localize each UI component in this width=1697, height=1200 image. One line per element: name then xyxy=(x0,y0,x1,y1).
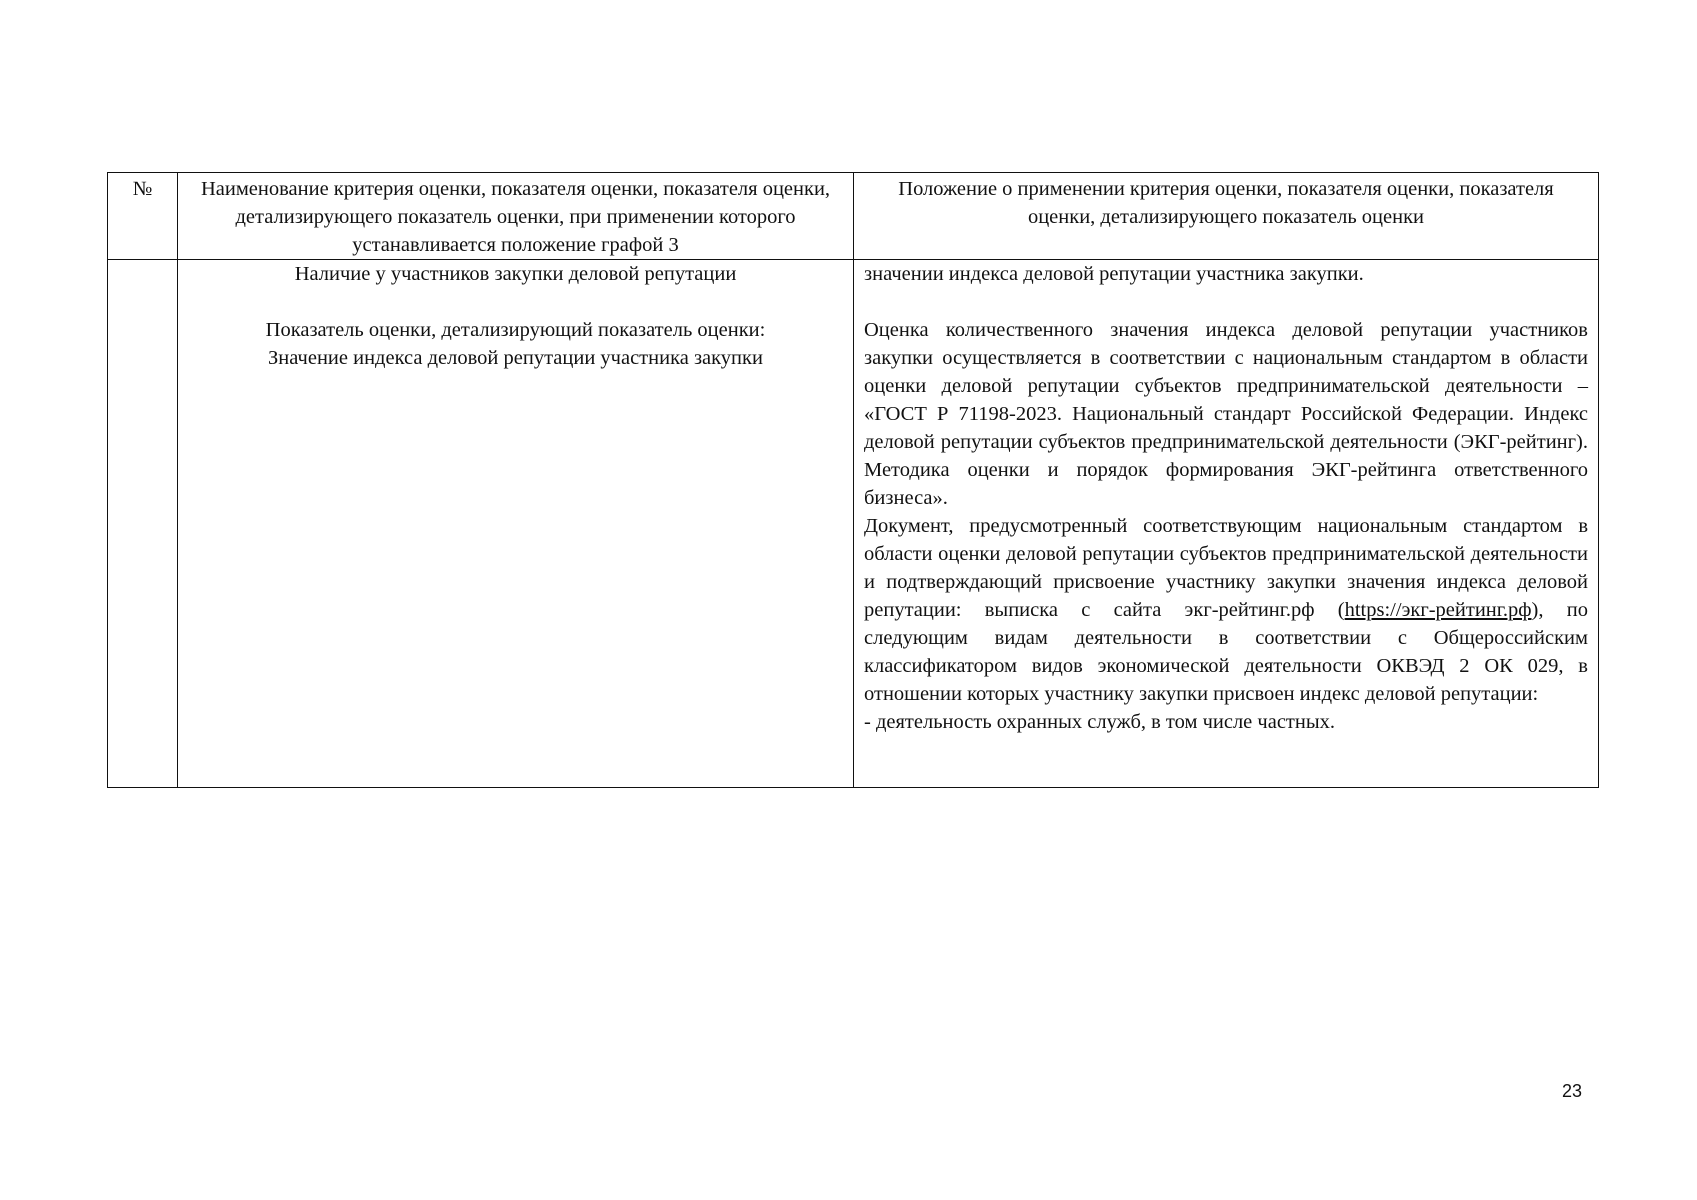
row-position-cell xyxy=(854,260,1599,788)
position-paragraph-3-end: ), по следующим видам деятельности в соответствии с Общероссийским классификатором видов экономической деятельности ОКВЭД 2 ОК 029, в отношении которых участнику закупки присвоен индекс деловой репутации: xyxy=(864,599,1588,705)
page-number: 23 xyxy=(1562,1081,1583,1101)
criteria-table xyxy=(107,172,1599,788)
rating-site-link[interactable]: https://экг-рейтинг.рф xyxy=(1344,599,1532,621)
header-position-cell: Положение о применении критерия оценки, показателя оценки, показателя оценки, детализирующего показатель оценки xyxy=(854,173,1599,260)
position-paragraph-3-start: Документ, предусмотренный соответствующим национальным стандартом в области оценки деловой репутации субъектов предпринимательской деятельности и подтверждающий присвоение участнику закупки значения индекса деловой репутации: выписка с сайта экг-рейтинг.рф ( xyxy=(864,515,1588,621)
position-paragraph-1: значении индекса деловой репутации участника закупки. xyxy=(864,263,1364,285)
position-paragraph-2: Оценка количественного значения индекса деловой репутации участников закупки осуществляется в соответствии с национальным стандартом в области оценки деловой репутации субъектов предпринимательской деятельности – «ГОСТ Р 71198-2023. Национальный стандарт Российской Федерации. Индекс деловой репутации субъектов предпринимательской деятельности (ЭКГ-рейтинг). Методика оценки и порядок формирования ЭКГ-рейтинга ответственного бизнеса». xyxy=(864,319,1588,509)
position-paragraph-3 xyxy=(864,512,1588,708)
row-name-cell xyxy=(178,260,854,788)
indicator-value: Значение индекса деловой репутации участника закупки xyxy=(268,347,763,369)
position-paragraph-4: - деятельность охранных служб, в том числе частных. xyxy=(864,711,1335,733)
row-number-cell xyxy=(108,260,178,788)
criterion-title: Наличие у участников закупки деловой репутации xyxy=(294,263,737,285)
header-name-cell: Наименование критерия оценки, показателя оценки, показателя оценки, детализирующего показатель оценки, при применении которого устанавливается положение графой 3 xyxy=(178,173,854,260)
table-row xyxy=(108,260,1599,788)
indicator-label: Показатель оценки, детализирующий показатель оценки: xyxy=(265,319,766,341)
table-header-row xyxy=(108,173,1599,260)
header-number-cell: № xyxy=(108,173,178,260)
